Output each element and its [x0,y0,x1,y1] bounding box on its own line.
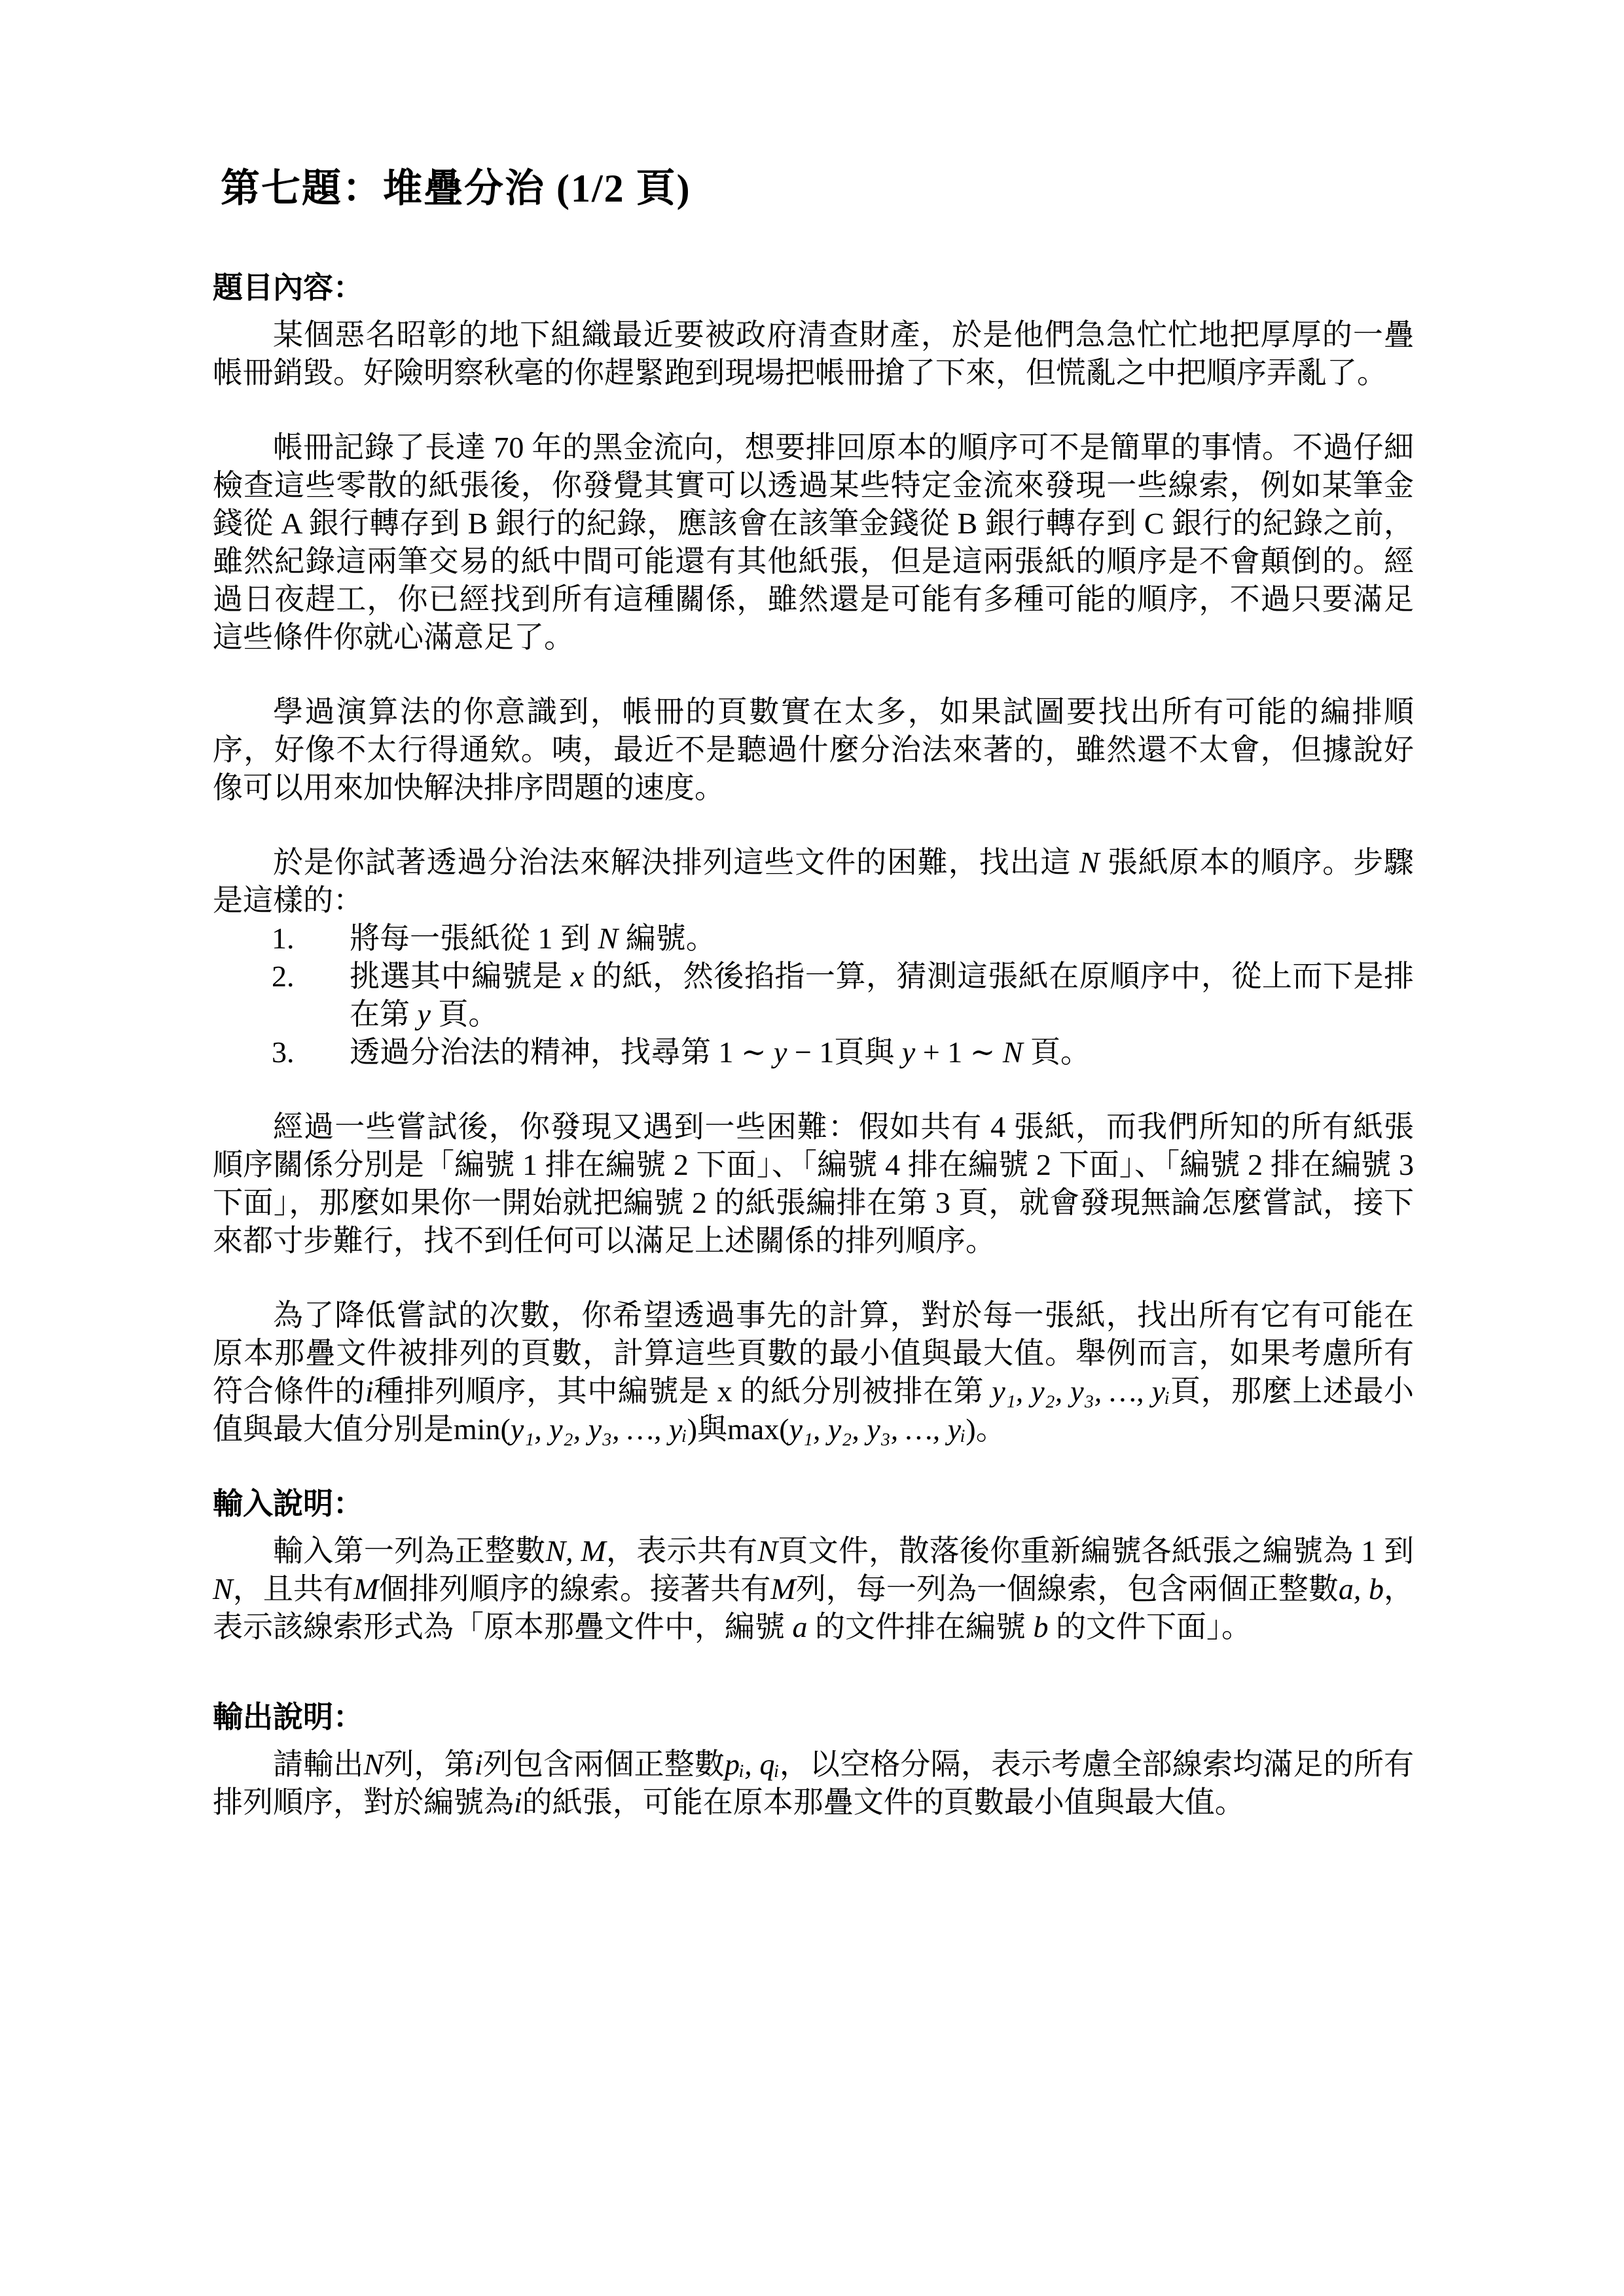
section-heading-output: 輸出說明： [213,1700,363,1734]
page-title: 第七題：堆疊分治 (1/2 頁) [221,167,691,210]
step-number: 2. [272,960,295,993]
step-item-2 [213,958,1414,1033]
step-text: 挑選其中編號是 x 的紙，然後掐指一算，猜測這張紙在原順序中，從上而下是排在第 y 頁。 [350,960,1415,1031]
step-number: 3. [272,1035,295,1069]
step-item-3 [213,1033,1414,1071]
step-item-1 [213,920,1414,958]
paragraph-intro: 某個惡名昭彰的地下組織最近要被政府清查財產，於是他們急急忙忙地把厚厚的一疊帳冊銷毀。好險明察秋毫的你趕緊跑到現場把帳冊搶了下來，但慌亂之中把順序弄亂了。 [213,318,1414,389]
section-heading-problem: 題目內容： [213,271,363,304]
step-text: 將每一張紙從 1 到 N 編號。 [350,922,716,955]
step-number: 1. [272,922,295,955]
section-heading-input: 輸入說明： [213,1487,363,1520]
paragraph-algorithm: 學過演算法的你意識到，帳冊的頁數實在太多，如果試圖要找出所有可能的編排順序，好像不太行得通欸。咦，最近不是聽過什麼分治法來著的，雖然還不太會，但據說好像可以用來加快解決排序問題的速度。 [213,695,1414,804]
step-text: 透過分治法的精神，找尋第 1 ∼ y − 1頁與 y + 1 ∼ N 頁。 [350,1035,1091,1069]
steps-list [213,920,1414,1071]
paragraph-minmax: 為了降低嘗試的次數，你希望透過事先的計算，對於每一張紙，找出所有它有可能在原本那疊文件被排列的頁數，計算這些頁數的最小值與最大值。舉例而言，如果考慮所有符合條件的i種排列順序，其中編號是 x 的紙分別被排在第 y₁, y₂, y₃, …, yᵢ頁，那麼上述最小值與最大值分別是min(y₁, y₂, y₃, …, yᵢ)與max(y₁, y₂, y₃, …, yᵢ)。 [213,1299,1415,1446]
page-content [213,0,1414,1821]
paragraph-output-spec: 請輸出N列，第i列包含兩個正整數pᵢ, qᵢ，以空格分隔，表示考慮全部線索均滿足的所有排列順序，對於編號為i的紙張，可能在原本那疊文件的頁數最小值與最大值。 [213,1748,1415,1819]
paragraph-ledger: 帳冊記錄了長達 70 年的黑金流向，想要排回原本的順序可不是簡單的事情。不過仔細檢查這些零散的紙張後，你發覺其實可以透過某些特定金流來發現一些線索，例如某筆金錢從 A 銀行轉存到 B 銀行的紀錄，應該會在該筆金錢從 B 銀行轉存到 C 銀行的紀錄之前，雖然紀錄這兩筆交易的紙中間可能還有其他紙張，但是這兩張紙的順序是不會顛倒的。經過日夜趕工，你已經找到所有這種關係，雖然還是可能有多種可能的順序，不過只要滿足這些條件你就心滿意足了。 [213,431,1414,654]
paragraph-input-spec: 輸入第一列為正整數N, M，表示共有N頁文件，散落後你重新編號各紙張之編號為 1 到 N，且共有M個排列順序的線索。接著共有M列，每一列為一個線索，包含兩個正整數a, b，表示該線索形式為「原本那疊文件中，編號 a 的文件排在編號 b 的文件下面」。 [213,1534,1415,1643]
paragraph-divide-conquer: 於是你試著透過分治法來解決排列這些文件的困難，找出這 N 張紙原本的順序。步驟是這樣的： [213,846,1415,917]
paragraph-difficulty: 經過一些嘗試後，你發現又遇到一些困難：假如共有 4 張紙，而我們所知的所有紙張順序關係分別是「編號 1 排在編號 2 下面」、「編號 4 排在編號 2 下面」、「編號 2 排在編號 3 下面」，那麼如果你一開始就把編號 2 的紙張編排在第 3 頁，就會發現無論怎麼嘗試，接下來都寸步難行，找不到任何可以滿足上述關係的排列順序。 [213,1110,1415,1257]
